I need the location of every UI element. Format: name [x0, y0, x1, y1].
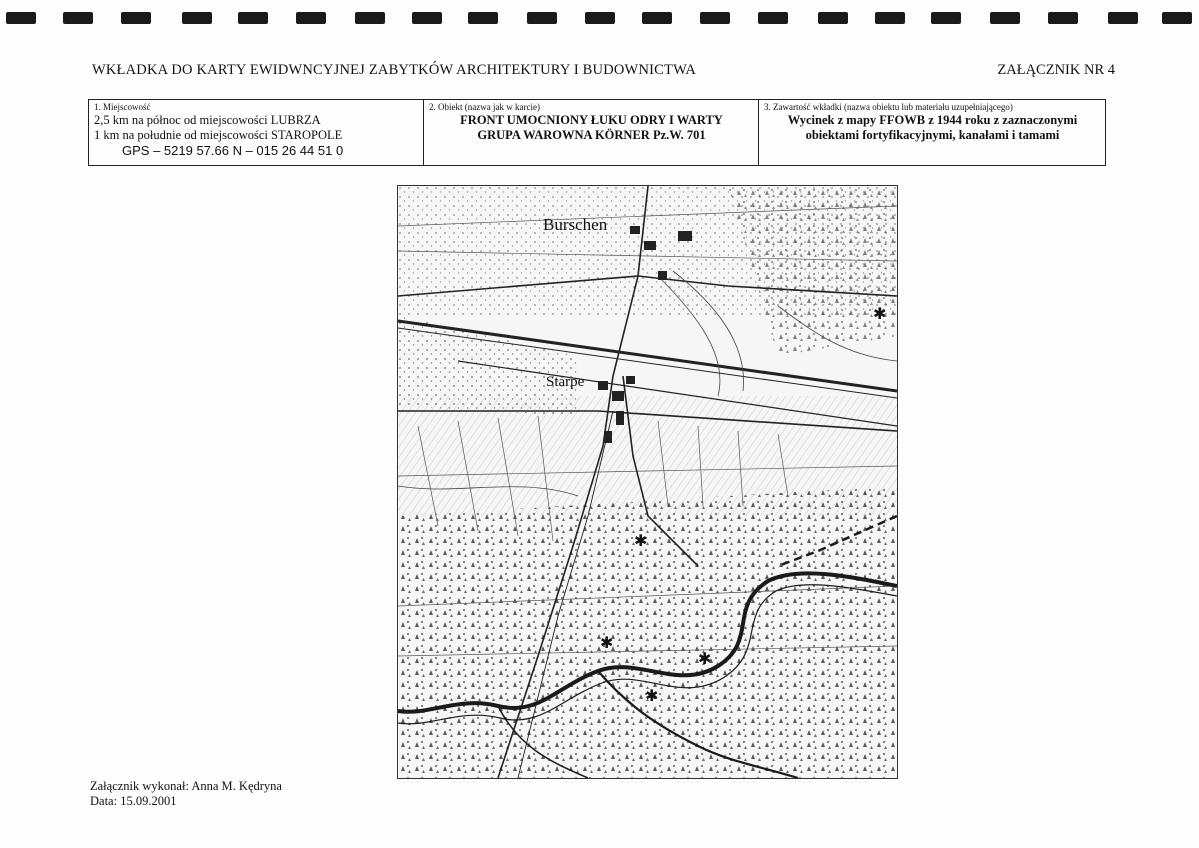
content-label: [764, 102, 1101, 113]
location-cell: [89, 100, 424, 166]
content-label-bold: 3. Zawartość wkładki: [764, 102, 842, 112]
binding-hole: [1048, 12, 1078, 24]
svg-text:✱: ✱: [634, 531, 648, 550]
binding-hole: [412, 12, 442, 24]
binding-holes: [0, 8, 1199, 28]
binding-hole: [6, 12, 36, 24]
binding-hole: [527, 12, 557, 24]
object-line-1: FRONT UMOCNIONY ŁUKU ODRY I WARTY: [460, 113, 723, 127]
binding-hole: [468, 12, 498, 24]
gps-coordinates: GPS – 5219 57.66 N – 015 26 44 51 0: [122, 143, 344, 158]
map-excerpt: [397, 185, 898, 779]
binding-hole: [990, 12, 1020, 24]
svg-text:✱: ✱: [645, 686, 659, 705]
object-line-2: GRUPA WAROWNA KÖRNER Pz.W. 701: [477, 128, 706, 142]
map-label-burschen: Burschen: [543, 215, 608, 234]
content-label-rest: (nazwa obiektu lub materiału uzupełniającego): [841, 102, 1013, 112]
footer: [90, 779, 282, 809]
binding-hole: [296, 12, 326, 24]
binding-hole: [121, 12, 151, 24]
object-label-rest: (nazwa jak w karcie): [462, 102, 540, 112]
content-line-2: obiektami fortyfikacyjnymi, kanałami i tamami: [805, 128, 1060, 142]
binding-hole: [700, 12, 730, 24]
location-line-2: 1 km na południe od miejscowości STAROPOLE: [94, 128, 343, 142]
date-line: Data: 15.09.2001: [90, 794, 177, 808]
binding-hole: [1162, 12, 1192, 24]
object-label-bold: 2. Obiekt: [429, 102, 463, 112]
binding-hole: [642, 12, 672, 24]
binding-hole: [238, 12, 268, 24]
svg-text:✱: ✱: [698, 649, 712, 668]
binding-hole: [355, 12, 385, 24]
object-cell: [424, 100, 759, 166]
binding-hole: [585, 12, 615, 24]
info-table: [88, 99, 1106, 166]
location-label: 1. Miejscowość: [94, 102, 151, 112]
object-label: [429, 102, 754, 113]
binding-hole: [931, 12, 961, 24]
location-line-1: 2,5 km na północ od miejscowości LUBRZA: [94, 113, 321, 127]
binding-hole: [182, 12, 212, 24]
content-cell: [759, 100, 1106, 166]
author-line: Załącznik wykonał: Anna M. Kędryna: [90, 779, 282, 793]
binding-hole: [63, 12, 93, 24]
content-line-1: Wycinek z mapy FFOWB z 1944 roku z zaznaczonymi: [787, 113, 1078, 127]
document-title: WKŁADKA DO KARTY EWIDWNCYJNEJ ZABYTKÓW ARCHITEKTURY I BUDOWNICTWA: [92, 62, 697, 78]
binding-hole: [1108, 12, 1138, 24]
svg-text:✱: ✱: [873, 304, 887, 323]
binding-hole: [875, 12, 905, 24]
svg-text:✱: ✱: [600, 633, 614, 652]
map-label-starpe: Starpe: [546, 374, 585, 390]
attachment-number: ZAŁĄCZNIK NR 4: [997, 62, 1115, 78]
binding-hole: [758, 12, 788, 24]
binding-hole: [818, 12, 848, 24]
map-drawing: [398, 186, 897, 778]
